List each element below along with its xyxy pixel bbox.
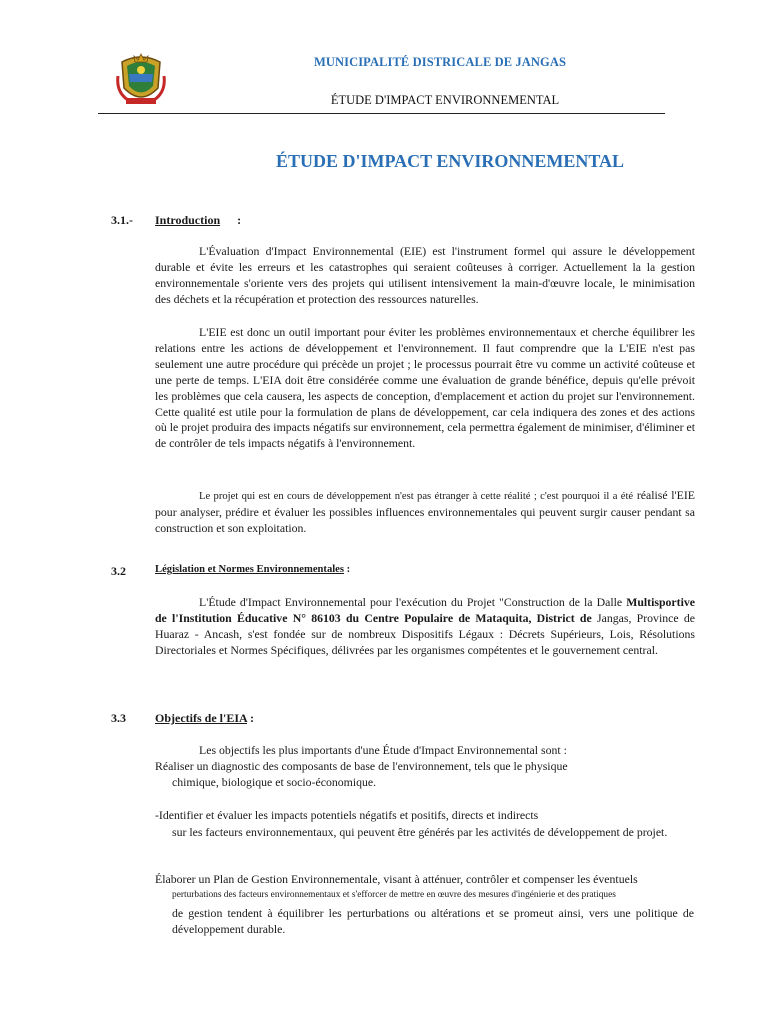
- legislation-paragraph-bold: Multisportive de l'Institution Éducative N° 86103 du Centre Populaire de Mataquita, District de: [155, 595, 695, 625]
- legislation-paragraph-start: L'Étude d'Impact Environnemental pour l'exécution du Projet "Construction de la Dalle: [199, 595, 623, 609]
- objective-3-line-1: Élaborer un Plan de Gestion Environnementale, visant à atténuer, contrôler et compenser les éventuels: [155, 872, 638, 886]
- intro-paragraph-3-small: Le projet qui est en cours de développement n'est pas étranger à cette réalité ; c'est pourquoi il a été: [199, 491, 634, 502]
- intro-paragraph-2-text: L'EIE est donc un outil important pour éviter les problèmes environnementaux et cherche équilibrer les relations entre les actions de développement et l'environnement. Il faut comprendre que la L'EIE n'est pas seulement une autre procédure qui précède un projet ; le processus pourrait être vu comme un activité coûteuse et une perte de temps. L'EIA doit être considérée comme une évaluation de grande bénéfice, depuis qu'elle prévoit les problèmes que cela causera, les aspects de conception, d'emplacement et action du projet sur l'environnement. Cette qualité est utile pour la formulation de plans de développement, car cela indiquera des zones et des actions où le projet produira des impacts négatifs sur environnement, cela permettra également de minimiser, d'éliminer et de contrôler de tels impacts négatifs à l'environnement.: [155, 325, 695, 451]
- section-colon: :: [237, 213, 242, 227]
- objective-1-line-2: chimique, biologique et socio-économique.: [172, 775, 377, 789]
- intro-paragraph-2: [155, 325, 695, 452]
- intro-paragraph-1: [155, 244, 695, 308]
- organization-name: MUNICIPALITÉ DISTRICALE DE JANGAS: [313, 55, 567, 69]
- header-divider: [98, 113, 665, 114]
- objective-1-line-1: Réaliser un diagnostic des composants de base de l'environnement, tels que le physique: [155, 759, 568, 773]
- section-title-text: Introduction: [155, 213, 221, 227]
- intro-paragraph-3: [155, 488, 695, 537]
- objective-3-line-2: perturbations des facteurs environnementaux et s'efforcer de mettre en œuvre des mesures d'ingénierie et des pratiques: [172, 890, 616, 900]
- municipal-coat-of-arms-icon: [116, 52, 166, 108]
- section-title-text: Objectifs de l'EIA: [155, 711, 247, 725]
- intro-paragraph-3-rest: réalisé l'EIE pour analyser, prédire et évaluer les possibles influences environnementales qui peuvent surgir causer pendant sa construction et son exploitation.: [155, 488, 695, 535]
- section-title-text: Législation et Normes Environnementales: [155, 564, 345, 575]
- section-title-objectives: [155, 711, 254, 726]
- intro-paragraph-1-text: L'Évaluation d'Impact Environnemental (EIE) est l'instrument formel qui assure le développement durable et évite les erreurs et les catastrophes qui seraient coûteuses à corriger. Actuellement la la gestion environnementale s'oriente vers des projets qui utilisent intensivement la main-d'œuvre locale, le minimisation des déchets et la récupération et protection des ressources naturelles.: [155, 244, 695, 306]
- document-header-title: ÉTUDE D'IMPACT ENVIRONNEMENTAL: [330, 93, 560, 107]
- section-number-3-2: 3.2: [111, 564, 126, 578]
- objective-3-line-3: de gestion tendent à équilibrer les perturbations ou altérations et se promeut ainsi, vers une politique de développement durable.: [172, 906, 694, 936]
- section-title-introduction: [155, 213, 241, 228]
- section-colon: :: [346, 564, 351, 575]
- main-title: ÉTUDE D'IMPACT ENVIRONNEMENTAL: [275, 151, 625, 171]
- objectives-intro: Les objectifs les plus importants d'une Étude d'Impact Environnemental sont :: [199, 743, 567, 757]
- section-title-legislation: [155, 564, 350, 575]
- legislation-paragraph: [155, 595, 695, 659]
- objective-2-line-1: -Identifier et évaluer les impacts potentiels négatifs et positifs, directs et indirects: [155, 808, 539, 822]
- legislation-paragraph-end: Jangas, Province de Huaraz - Ancash, s'est fondée sur de nombreux Dispositifs Légaux : Décrets Supérieurs, Lois, Résolutions Directoriales et Normes Spécifiques, délivrées par les organismes compétentes et le gouvernement central.: [155, 610, 695, 657]
- section-number-3-3: 3.3: [111, 711, 126, 725]
- section-colon: :: [250, 711, 254, 725]
- objective-2-line-2: sur les facteurs environnementaux, qui peuvent être générés par les activités de développement de projet.: [172, 825, 668, 839]
- section-number-3-1: 3.1.-: [111, 213, 133, 227]
